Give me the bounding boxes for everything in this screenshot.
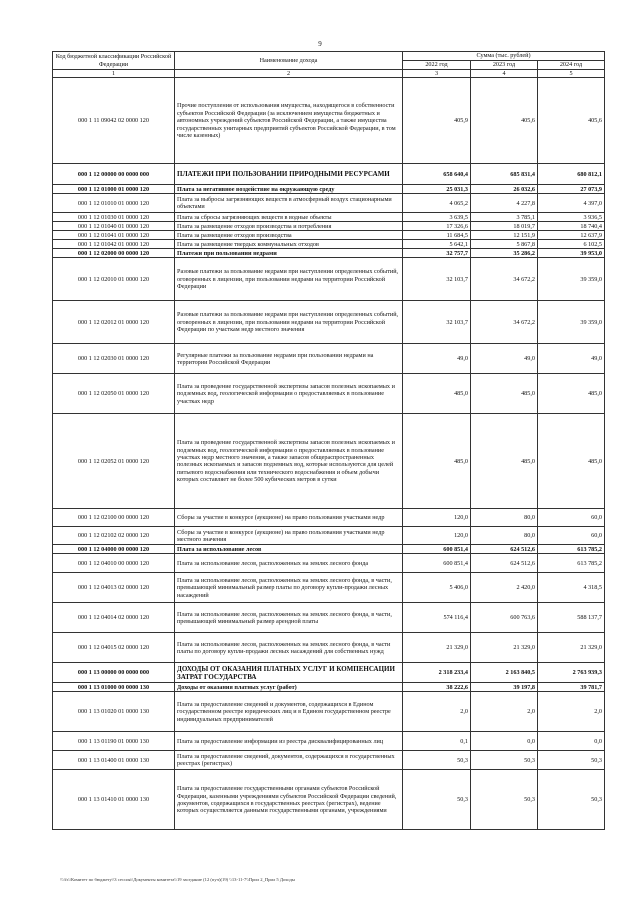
- value-2023-cell: 39 197,8: [471, 683, 538, 692]
- value-2022-cell: 5 406,0: [403, 573, 471, 603]
- col-number: 4: [471, 70, 538, 78]
- code-cell: 000 1 13 01000 00 0000 130: [53, 683, 175, 692]
- code-cell: 000 1 12 01030 01 0000 120: [53, 213, 175, 222]
- value-2024-cell: 18 740,4: [538, 222, 605, 231]
- code-cell: 000 1 12 04013 02 0000 120: [53, 573, 175, 603]
- table-row: [53, 692, 605, 732]
- table-row: [53, 374, 605, 414]
- value-2024-cell: 60,0: [538, 509, 605, 527]
- value-2024-cell: 27 073,9: [538, 185, 605, 194]
- value-2023-cell: 2 163 840,5: [471, 663, 538, 683]
- table-row: [53, 344, 605, 374]
- name-cell: Плата за использование лесов, расположенных на землях лесного фонда: [175, 554, 403, 573]
- value-2023-cell: 4 227,8: [471, 194, 538, 213]
- table-row: [53, 301, 605, 344]
- value-2024-cell: 49,0: [538, 344, 605, 374]
- table-row: [53, 751, 605, 770]
- value-2022-cell: 658 640,4: [403, 164, 471, 185]
- value-2023-cell: 5 867,8: [471, 240, 538, 249]
- name-cell: Платежи при пользовании недрами: [175, 249, 403, 258]
- code-cell: 000 1 13 00000 00 0000 000: [53, 663, 175, 683]
- code-cell: 000 1 12 02102 02 0000 120: [53, 527, 175, 545]
- value-2022-cell: 120,0: [403, 527, 471, 545]
- table-row: [53, 185, 605, 194]
- code-cell: 000 1 12 02100 00 0000 120: [53, 509, 175, 527]
- value-2024-cell: 613 785,2: [538, 545, 605, 554]
- value-2023-cell: 485,0: [471, 374, 538, 414]
- header-row-numbers: [53, 70, 605, 78]
- value-2022-cell: 49,0: [403, 344, 471, 374]
- table-row: [53, 194, 605, 213]
- table-row: [53, 770, 605, 830]
- code-cell: 000 1 12 04014 02 0000 120: [53, 603, 175, 633]
- value-2022-cell: 3 639,5: [403, 213, 471, 222]
- value-2024-cell: 613 785,2: [538, 554, 605, 573]
- col-number: 1: [53, 70, 175, 78]
- value-2023-cell: 35 286,2: [471, 249, 538, 258]
- name-cell: Плата за проведение государственной экспертизы запасов полезных ископаемых и подземных вод, геологической информации о предоставляемых в пользование участках недр: [175, 374, 403, 414]
- table-row: [53, 240, 605, 249]
- value-2024-cell: 39 953,0: [538, 249, 605, 258]
- name-cell: Разовые платежи за пользование недрами при наступлении определенных событий, оговоренных в лицензии, при пользовании недрами на территории Российской Федерации: [175, 258, 403, 301]
- name-cell: Сборы за участие в конкурсе (аукционе) на право пользования участками недр местного значения: [175, 527, 403, 545]
- code-cell: 000 1 12 02000 00 0000 120: [53, 249, 175, 258]
- table-row: [53, 545, 605, 554]
- code-cell: 000 1 12 01042 01 0000 120: [53, 240, 175, 249]
- name-cell: Плата за сбросы загрязняющих веществ в водные объекты: [175, 213, 403, 222]
- code-cell: 000 1 12 00000 00 0000 000: [53, 164, 175, 185]
- value-2024-cell: 4 397,0: [538, 194, 605, 213]
- value-2024-cell: 50,3: [538, 751, 605, 770]
- value-2024-cell: 2 763 939,3: [538, 663, 605, 683]
- table-row: [53, 554, 605, 573]
- code-cell: 000 1 13 01410 01 0000 130: [53, 770, 175, 830]
- value-2023-cell: 34 672,2: [471, 301, 538, 344]
- page-number: 9: [318, 40, 322, 48]
- value-2024-cell: 39 781,7: [538, 683, 605, 692]
- value-2023-cell: 12 151,9: [471, 231, 538, 240]
- value-2022-cell: 600 851,4: [403, 554, 471, 573]
- value-2023-cell: 34 672,2: [471, 258, 538, 301]
- header-code: Код бюджетной классификации Российской Федерации: [53, 52, 175, 70]
- value-2024-cell: 4 318,5: [538, 573, 605, 603]
- code-cell: 000 1 11 09042 02 0000 120: [53, 78, 175, 164]
- value-2022-cell: 38 222,6: [403, 683, 471, 692]
- code-cell: 000 1 12 01000 01 0000 120: [53, 185, 175, 194]
- table-row: [53, 249, 605, 258]
- value-2023-cell: 624 512,6: [471, 554, 538, 573]
- value-2023-cell: 0,0: [471, 732, 538, 751]
- value-2022-cell: 2,0: [403, 692, 471, 732]
- value-2022-cell: 0,1: [403, 732, 471, 751]
- header-year-2023: 2023 год: [471, 61, 538, 70]
- table-row: [53, 509, 605, 527]
- value-2022-cell: 574 116,4: [403, 603, 471, 633]
- table-row: [53, 164, 605, 185]
- value-2022-cell: 50,3: [403, 751, 471, 770]
- value-2024-cell: 680 812,1: [538, 164, 605, 185]
- revenue-table-body: [53, 52, 605, 830]
- value-2024-cell: 39 359,0: [538, 301, 605, 344]
- code-cell: 000 1 12 01010 01 0000 120: [53, 194, 175, 213]
- value-2023-cell: 80,0: [471, 509, 538, 527]
- value-2024-cell: 12 637,9: [538, 231, 605, 240]
- value-2023-cell: 2 420,0: [471, 573, 538, 603]
- name-cell: Плата за предоставление информации из реестра дисквалифицированных лиц: [175, 732, 403, 751]
- value-2022-cell: 5 642,1: [403, 240, 471, 249]
- col-number: 5: [538, 70, 605, 78]
- value-2023-cell: 18 019,7: [471, 222, 538, 231]
- table-row: [53, 663, 605, 683]
- name-cell: Прочие поступления от использования имущества, находящегося в собственности субъектов Российской Федерации (за исключением имущества бюджетных и автономных учреждений субъектов Российской Федерации, а также имущества государственных унитарных предприятий субъектов Российской Федерации, в том числе казенных): [175, 78, 403, 164]
- file-path-footer: \\\\fs\\Комитет по бюджету\\3 сессия\\Документы комитета\\19 заседание (12 (пуч)(19) \\13-11-7\\Прил 2_Прил 5 Доходы: [60, 877, 295, 882]
- code-cell: 000 1 12 02012 01 0000 120: [53, 301, 175, 344]
- value-2022-cell: 11 684,5: [403, 231, 471, 240]
- name-cell: Плата за предоставление сведений и документов, содержащихся в Едином государственном реестре юридических лиц и в Едином государственном реестре индивидуальных предпринимателей: [175, 692, 403, 732]
- name-cell: Регулярные платежи за пользование недрами при пользовании недрами на территории Российской Федерации: [175, 344, 403, 374]
- value-2023-cell: 2,0: [471, 692, 538, 732]
- name-cell: Плата за выбросы загрязняющих веществ в атмосферный воздух стационарными объектами: [175, 194, 403, 213]
- name-cell: Доходы от оказания платных услуг (работ): [175, 683, 403, 692]
- name-cell: Плата за предоставление государственными органами субъектов Российской Федерации, казенными учреждениями субъектов Российской Федерации сведений, документов, содержащихся в государственных реестрах (регистрах), ведение которых осуществляется данными государственными органами, учреждениями: [175, 770, 403, 830]
- code-cell: 000 1 12 02010 01 0000 120: [53, 258, 175, 301]
- table-row: [53, 683, 605, 692]
- value-2023-cell: 600 763,6: [471, 603, 538, 633]
- name-cell: Плата за использование лесов, расположенных на землях лесного фонда, в части, превышающей минимальный размер платы по договору купли-продажи лесных насаждений: [175, 573, 403, 603]
- table-row: [53, 732, 605, 751]
- value-2024-cell: 485,0: [538, 414, 605, 509]
- table-row: [53, 414, 605, 509]
- col-number: 3: [403, 70, 471, 78]
- value-2023-cell: 3 785,1: [471, 213, 538, 222]
- name-cell: Плата за использование лесов, расположенных на землях лесного фонда, в части, превышающей минимальный размер арендной платы: [175, 603, 403, 633]
- table-row: [53, 573, 605, 603]
- table-row: [53, 213, 605, 222]
- name-cell: Плата за размещение отходов производства: [175, 231, 403, 240]
- name-cell: Плата за использование лесов: [175, 545, 403, 554]
- table-row: [53, 78, 605, 164]
- code-cell: 000 1 12 02052 01 0000 120: [53, 414, 175, 509]
- value-2024-cell: 0,0: [538, 732, 605, 751]
- col-number: 2: [175, 70, 403, 78]
- value-2023-cell: 50,3: [471, 770, 538, 830]
- value-2024-cell: 6 102,5: [538, 240, 605, 249]
- header-row-top: [53, 52, 605, 61]
- name-cell: Сборы за участие в конкурсе (аукционе) на право пользования участками недр: [175, 509, 403, 527]
- header-year-2022: 2022 год: [403, 61, 471, 70]
- value-2024-cell: 60,0: [538, 527, 605, 545]
- value-2022-cell: 21 329,0: [403, 633, 471, 663]
- value-2022-cell: 50,3: [403, 770, 471, 830]
- value-2023-cell: 485,0: [471, 414, 538, 509]
- name-cell: ДОХОДЫ ОТ ОКАЗАНИЯ ПЛАТНЫХ УСЛУГ И КОМПЕНСАЦИИ ЗАТРАТ ГОСУДАРСТВА: [175, 663, 403, 683]
- table-row: [53, 527, 605, 545]
- value-2023-cell: 624 512,6: [471, 545, 538, 554]
- value-2024-cell: 588 137,7: [538, 603, 605, 633]
- value-2024-cell: 50,3: [538, 770, 605, 830]
- header-sum: Сумма (тыс. рублей): [403, 52, 605, 61]
- name-cell: Плата за размещение отходов производства и потребления: [175, 222, 403, 231]
- value-2022-cell: 32 103,7: [403, 258, 471, 301]
- code-cell: 000 1 12 04015 02 0000 120: [53, 633, 175, 663]
- value-2022-cell: 485,0: [403, 414, 471, 509]
- value-2022-cell: 4 065,2: [403, 194, 471, 213]
- table-row: [53, 222, 605, 231]
- header-year-2024: 2024 год: [538, 61, 605, 70]
- name-cell: Плата за проведение государственной экспертизы запасов полезных ископаемых и подземных вод, геологической информации о предоставляемых в пользование участках недр местного значения, а также запасов общераспространенных полезных ископаемых и запасов подземных вод, которые используются для целей питьевого водоснабжения или технического водоснабжения и объем добычи которых составляет не более 500 кубических метров в сутки: [175, 414, 403, 509]
- value-2022-cell: 485,0: [403, 374, 471, 414]
- name-cell: Плата за негативное воздействие на окружающую среду: [175, 185, 403, 194]
- code-cell: 000 1 12 01040 01 0000 120: [53, 222, 175, 231]
- code-cell: 000 1 12 02050 01 0000 120: [53, 374, 175, 414]
- value-2024-cell: 3 936,5: [538, 213, 605, 222]
- name-cell: Плата за размещение твердых коммунальных отходов: [175, 240, 403, 249]
- value-2023-cell: 50,3: [471, 751, 538, 770]
- name-cell: ПЛАТЕЖИ ПРИ ПОЛЬЗОВАНИИ ПРИРОДНЫМИ РЕСУРСАМИ: [175, 164, 403, 185]
- header-name: Наименование дохода: [175, 52, 403, 70]
- revenue-table: [52, 51, 605, 830]
- name-cell: Плата за предоставление сведений, документов, содержащихся в государственных реестрах (регистрах): [175, 751, 403, 770]
- value-2023-cell: 21 329,0: [471, 633, 538, 663]
- table-row: [53, 633, 605, 663]
- value-2022-cell: 120,0: [403, 509, 471, 527]
- table-row: [53, 603, 605, 633]
- value-2023-cell: 80,0: [471, 527, 538, 545]
- value-2023-cell: 26 032,6: [471, 185, 538, 194]
- name-cell: Плата за использование лесов, расположенных на землях лесного фонда, в части платы по договору купли-продажи лесных насаждений для собственных нужд: [175, 633, 403, 663]
- value-2022-cell: 405,9: [403, 78, 471, 164]
- name-cell: Разовые платежи за пользование недрами при наступлении определенных событий, оговоренных в лицензии, при пользовании недрами на территории Российской Федерации по участкам недр местного значения: [175, 301, 403, 344]
- code-cell: 000 1 12 04010 00 0000 120: [53, 554, 175, 573]
- value-2022-cell: 32 103,7: [403, 301, 471, 344]
- table-row: [53, 231, 605, 240]
- code-cell: 000 1 13 01020 01 0000 130: [53, 692, 175, 732]
- value-2024-cell: 21 329,0: [538, 633, 605, 663]
- value-2022-cell: 600 851,4: [403, 545, 471, 554]
- value-2023-cell: 405,6: [471, 78, 538, 164]
- value-2024-cell: 2,0: [538, 692, 605, 732]
- code-cell: 000 1 12 02030 01 0000 120: [53, 344, 175, 374]
- code-cell: 000 1 13 01190 01 0000 130: [53, 732, 175, 751]
- value-2022-cell: 25 031,3: [403, 185, 471, 194]
- value-2022-cell: 17 326,6: [403, 222, 471, 231]
- code-cell: 000 1 12 01041 01 0000 120: [53, 231, 175, 240]
- value-2023-cell: 49,0: [471, 344, 538, 374]
- value-2024-cell: 39 359,0: [538, 258, 605, 301]
- value-2022-cell: 2 318 233,4: [403, 663, 471, 683]
- value-2024-cell: 485,0: [538, 374, 605, 414]
- value-2023-cell: 685 831,4: [471, 164, 538, 185]
- value-2024-cell: 405,6: [538, 78, 605, 164]
- value-2022-cell: 32 757,7: [403, 249, 471, 258]
- code-cell: 000 1 12 04000 00 0000 120: [53, 545, 175, 554]
- code-cell: 000 1 13 01400 01 0000 130: [53, 751, 175, 770]
- table-row: [53, 258, 605, 301]
